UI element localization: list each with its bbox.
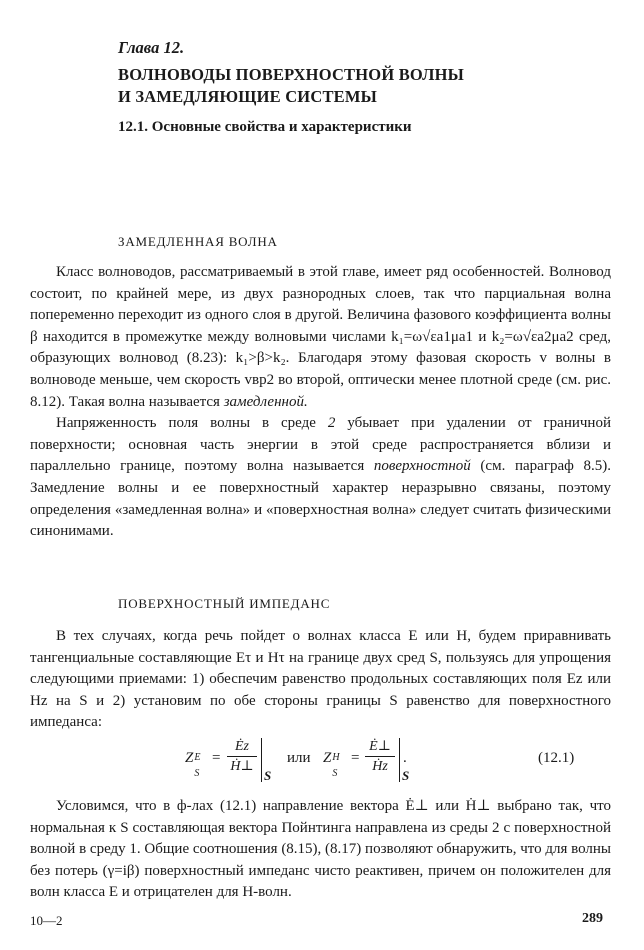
section-heading	[118, 119, 412, 136]
paragraph-text: убывает при удалении от граничной поверхности; основная часть энергии в этой среде распространяется вблизи и параллельно границе, поэтому волна называется	[30, 415, 611, 475]
text-block-conclusion	[30, 796, 611, 904]
subsection-heading-impedance: ПОВЕРХНОСТНЫЙ ИМПЕДАНС	[118, 596, 331, 611]
evaluation-subscript: S	[264, 768, 272, 783]
equation-number: (12.1)	[538, 750, 575, 766]
paragraph-text: Класс волноводов, рассматриваемый в этой главе, имеет ряд особенностей. Волновод состоит, по крайней мере, из двух разнородных слоев, так что парциальная волна попеременно переходит из одного слоя в другой. Величина фазового коэффициента волны β находится в промежутке между волновыми числами k₁=ω√εa1μa1 и k₂=ω√εa2μa2 сред, образующих волновод (8.23): k₁>β>k₂. Благодаря этому фазовая скорость v волны в волноводе меньше, чем скорость vвр2 во второй, оптически менее плотной среде (см. рис. 8.12). Такая волна называется	[30, 264, 611, 410]
emphasis-term: замедленной.	[223, 393, 308, 410]
fraction-eperp-over-hz: Ė⊥ Ḣz	[365, 738, 395, 777]
chapter-label: Глава 12.	[118, 38, 185, 57]
printer-signature: 10—2	[30, 913, 63, 928]
equals-sign: =	[351, 750, 360, 766]
subsection-heading-slow-wave: ЗАМЕДЛЕННАЯ ВОЛНА	[118, 234, 278, 249]
chapter-title	[118, 64, 464, 108]
or-connector: или	[287, 750, 311, 766]
fraction-e-over-h: Ėz Ḣ⊥	[227, 738, 257, 777]
paragraph: В тех случаях, когда речь пойдет о волнах класса E или H, будем приравнивать тангенциальные составляющие Eτ и Hτ на границе двух сред S, пользуясь для упрощения следующими приемами: 1) обеспечим равенство продольных составляющих поля Ez или Hz на S и 2) установим по обе стороны границы S равенство для поверхностного импеданса:	[30, 628, 611, 731]
evaluation-subscript: S	[402, 768, 410, 783]
paragraph: Условимся, что в ф-лах (12.1) направление вектора Ė⊥ или Ḣ⊥ выбрано так, что нормальная к S составляющая вектора Пойнтинга направлена из среды 2 с поверхностной волной в среду 1. Общие соотношения (8.15), (8.17) позволяют обнаружить, что для волны без потерь (γ=iβ) поверхностный импеданс чисто реактивен, причем он положителен для волн класса E и отрицателен для H-волн.	[30, 798, 611, 901]
emphasis-number: 2	[327, 415, 336, 432]
impedance-symbol-e: Z E S	[185, 750, 201, 779]
equals-sign: =	[212, 750, 221, 766]
page-number: 289	[582, 911, 603, 926]
section-number: 12.1.	[118, 119, 148, 135]
section-title: Основные свойства и характеристики	[151, 119, 412, 135]
paragraph-text: (см. параграф 8.5). Замедление волны и ее поверхностный характер неразрывно связаны, поэтому определения «замедленная волна» и «поверхностная волна» следует считать физическими синонимами.	[30, 458, 612, 540]
paragraph-text: Напряженность поля волны в среде	[56, 415, 328, 432]
paragraph	[30, 262, 611, 413]
paragraph	[30, 413, 611, 543]
chapter-title-line-2: И ЗАМЕДЛЯЮЩИЕ СИСТЕМЫ	[118, 87, 378, 106]
emphasis-term: поверхностной	[373, 458, 471, 475]
chapter-title-line-1: ВОЛНОВОДЫ ПОВЕРХНОСТНОЙ ВОЛНЫ	[118, 65, 465, 84]
text-block-impedance	[30, 626, 611, 734]
equation-12-1	[185, 738, 605, 788]
impedance-symbol-h: Z H S	[323, 750, 340, 779]
text-block-slow-wave	[30, 262, 611, 543]
evaluation-bar	[399, 738, 400, 782]
period: .	[403, 750, 407, 766]
evaluation-bar	[261, 738, 262, 782]
